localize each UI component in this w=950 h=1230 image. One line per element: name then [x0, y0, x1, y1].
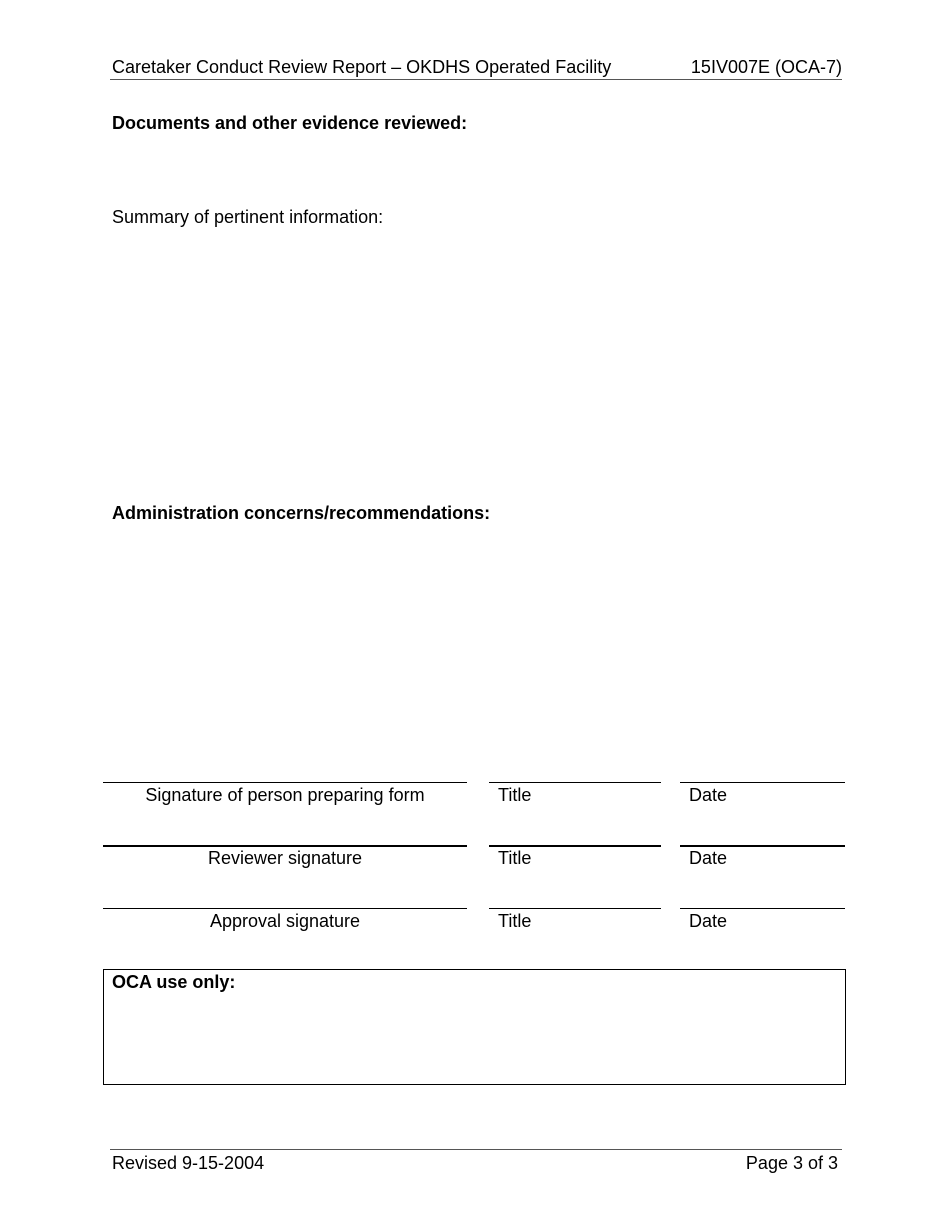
approval-title-line[interactable] [489, 908, 661, 909]
approval-date-line[interactable] [680, 908, 845, 909]
reviewer-date-label: Date [689, 848, 728, 868]
approval-date-label: Date [689, 911, 728, 931]
page-number: Page 3 of 3 [745, 1153, 838, 1173]
preparer-signature-label: Signature of person preparing form [145, 785, 425, 805]
form-number: 15IV007E (OCA-7) [690, 57, 842, 77]
oca-use-only-box[interactable] [103, 969, 846, 1085]
preparer-date-label: Date [689, 785, 728, 805]
preparer-date-line[interactable] [680, 782, 845, 783]
documents-reviewed-heading: Documents and other evidence reviewed: [112, 113, 468, 133]
document-title: Caretaker Conduct Review Report – OKDHS Operated Facility [112, 57, 612, 77]
oca-use-only-label: OCA use only: [112, 972, 236, 992]
administration-concerns-heading: Administration concerns/recommendations: [112, 503, 491, 523]
preparer-signature-line[interactable] [103, 782, 467, 783]
summary-label: Summary of pertinent information: [112, 207, 384, 227]
reviewer-signature-label: Reviewer signature [207, 848, 363, 868]
approval-signature-line[interactable] [103, 908, 467, 909]
footer-divider [110, 1149, 842, 1150]
preparer-title-label: Title [498, 785, 532, 805]
reviewer-title-label: Title [498, 848, 532, 868]
preparer-title-line[interactable] [489, 782, 661, 783]
header-divider [110, 79, 842, 80]
revision-date: Revised 9-15-2004 [112, 1153, 265, 1173]
approval-title-label: Title [498, 911, 532, 931]
approval-signature-label: Approval signature [209, 911, 361, 931]
